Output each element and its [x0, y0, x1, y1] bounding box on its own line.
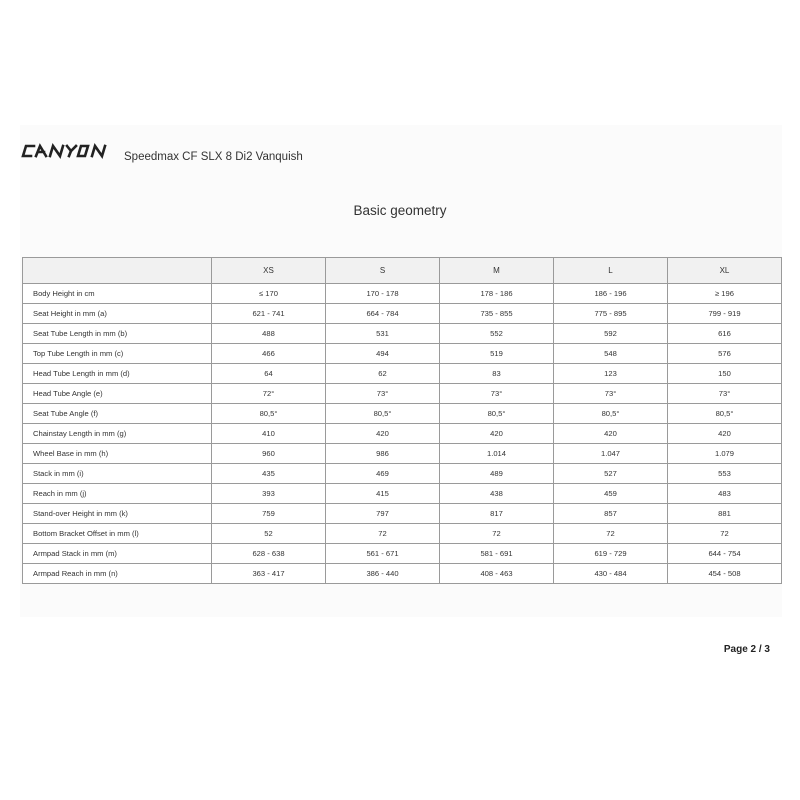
- table-cell: 616: [668, 324, 782, 344]
- table-cell: 420: [440, 424, 554, 444]
- table-row: [23, 324, 782, 344]
- table-cell: 420: [668, 424, 782, 444]
- table-cell: 553: [668, 464, 782, 484]
- table-cell: 80,5°: [554, 404, 668, 424]
- table-cell: 548: [554, 344, 668, 364]
- row-label: Bottom Bracket Offset in mm (l): [23, 524, 212, 544]
- geometry-table: [22, 257, 782, 584]
- table-cell: 1.047: [554, 444, 668, 464]
- canyon-logo: [20, 142, 116, 160]
- table-cell: 64: [212, 364, 326, 384]
- table-cell: ≥ 196: [668, 284, 782, 304]
- row-label: Seat Height in mm (a): [23, 304, 212, 324]
- table-cell: 420: [554, 424, 668, 444]
- table-cell: 80,5°: [668, 404, 782, 424]
- row-label: Chainstay Length in mm (g): [23, 424, 212, 444]
- table-row: [23, 404, 782, 424]
- table-cell: 469: [326, 464, 440, 484]
- table-cell: 410: [212, 424, 326, 444]
- size-column-header: S: [326, 258, 440, 284]
- table-cell: 435: [212, 464, 326, 484]
- table-cell: 759: [212, 504, 326, 524]
- table-cell: 483: [668, 484, 782, 504]
- table-cell: 519: [440, 344, 554, 364]
- document-header: [20, 142, 780, 172]
- row-label: Head Tube Length in mm (d): [23, 364, 212, 384]
- table-cell: 592: [554, 324, 668, 344]
- row-label: Seat Tube Angle (f): [23, 404, 212, 424]
- size-column-header: XL: [668, 258, 782, 284]
- table-row: [23, 544, 782, 564]
- table-cell: 775 - 895: [554, 304, 668, 324]
- table-row: [23, 424, 782, 444]
- table-cell: 62: [326, 364, 440, 384]
- table-cell: 52: [212, 524, 326, 544]
- table-cell: 552: [440, 324, 554, 344]
- table-cell: 1.014: [440, 444, 554, 464]
- table-cell: 80,5°: [326, 404, 440, 424]
- table-cell: 628 - 638: [212, 544, 326, 564]
- table-cell: 644 - 754: [668, 544, 782, 564]
- row-label: Armpad Stack in mm (m): [23, 544, 212, 564]
- table-cell: 735 - 855: [440, 304, 554, 324]
- table-cell: 881: [668, 504, 782, 524]
- table-cell: 857: [554, 504, 668, 524]
- table-cell: 72: [554, 524, 668, 544]
- row-label: Stack in mm (i): [23, 464, 212, 484]
- table-cell: 454 - 508: [668, 564, 782, 584]
- table-cell: 420: [326, 424, 440, 444]
- row-label: Reach in mm (j): [23, 484, 212, 504]
- table-cell: 408 - 463: [440, 564, 554, 584]
- table-cell: 960: [212, 444, 326, 464]
- table-cell: 561 - 671: [326, 544, 440, 564]
- table-cell: 73°: [440, 384, 554, 404]
- document-title: Basic geometry: [353, 203, 447, 218]
- table-row: [23, 284, 782, 304]
- table-cell: 459: [554, 484, 668, 504]
- table-row: [23, 464, 782, 484]
- table-cell: 72°: [212, 384, 326, 404]
- table-cell: 817: [440, 504, 554, 524]
- table-cell: 466: [212, 344, 326, 364]
- row-label: Wheel Base in mm (h): [23, 444, 212, 464]
- model-name: Speedmax CF SLX 8 Di2 Vanquish: [124, 151, 303, 163]
- row-label: Seat Tube Length in mm (b): [23, 324, 212, 344]
- table-cell: 489: [440, 464, 554, 484]
- table-cell: 576: [668, 344, 782, 364]
- table-cell: 619 - 729: [554, 544, 668, 564]
- table-cell: 80,5°: [440, 404, 554, 424]
- row-label: Top Tube Length in mm (c): [23, 344, 212, 364]
- table-cell: 488: [212, 324, 326, 344]
- table-cell: 799 - 919: [668, 304, 782, 324]
- table-cell: 393: [212, 484, 326, 504]
- table-cell: 621 - 741: [212, 304, 326, 324]
- table-cell: 72: [440, 524, 554, 544]
- table-cell: 73°: [554, 384, 668, 404]
- table-cell: 438: [440, 484, 554, 504]
- table-cell: 494: [326, 344, 440, 364]
- table-cell: 415: [326, 484, 440, 504]
- table-cell: 73°: [326, 384, 440, 404]
- table-row: [23, 444, 782, 464]
- row-label: Stand-over Height in mm (k): [23, 504, 212, 524]
- table-row: [23, 364, 782, 384]
- table-cell: 186 - 196: [554, 284, 668, 304]
- table-corner-cell: [23, 258, 212, 284]
- table-cell: 123: [554, 364, 668, 384]
- table-cell: 170 - 178: [326, 284, 440, 304]
- row-label: Head Tube Angle (e): [23, 384, 212, 404]
- table-cell: 73°: [668, 384, 782, 404]
- table-cell: 72: [326, 524, 440, 544]
- table-cell: 178 - 186: [440, 284, 554, 304]
- table-cell: 386 - 440: [326, 564, 440, 584]
- table-row: [23, 304, 782, 324]
- table-row: [23, 484, 782, 504]
- table-cell: 531: [326, 324, 440, 344]
- table-cell: 664 - 784: [326, 304, 440, 324]
- table-cell: 150: [668, 364, 782, 384]
- table-row: [23, 384, 782, 404]
- table-cell: ≤ 170: [212, 284, 326, 304]
- table-cell: 72: [668, 524, 782, 544]
- size-column-header: XS: [212, 258, 326, 284]
- table-row: [23, 564, 782, 584]
- table-cell: 80,5°: [212, 404, 326, 424]
- table-cell: 986: [326, 444, 440, 464]
- row-label: Body Height in cm: [23, 284, 212, 304]
- table-cell: 797: [326, 504, 440, 524]
- table-cell: 527: [554, 464, 668, 484]
- table-row: [23, 524, 782, 544]
- size-column-header: M: [440, 258, 554, 284]
- table-row: [23, 504, 782, 524]
- table-cell: 83: [440, 364, 554, 384]
- table-header-row: [23, 258, 782, 284]
- row-label: Armpad Reach in mm (n): [23, 564, 212, 584]
- page-number: Page 2 / 3: [723, 644, 770, 655]
- table-row: [23, 344, 782, 364]
- table-cell: 1.079: [668, 444, 782, 464]
- size-column-header: L: [554, 258, 668, 284]
- table-cell: 363 - 417: [212, 564, 326, 584]
- table-cell: 581 - 691: [440, 544, 554, 564]
- table-cell: 430 - 484: [554, 564, 668, 584]
